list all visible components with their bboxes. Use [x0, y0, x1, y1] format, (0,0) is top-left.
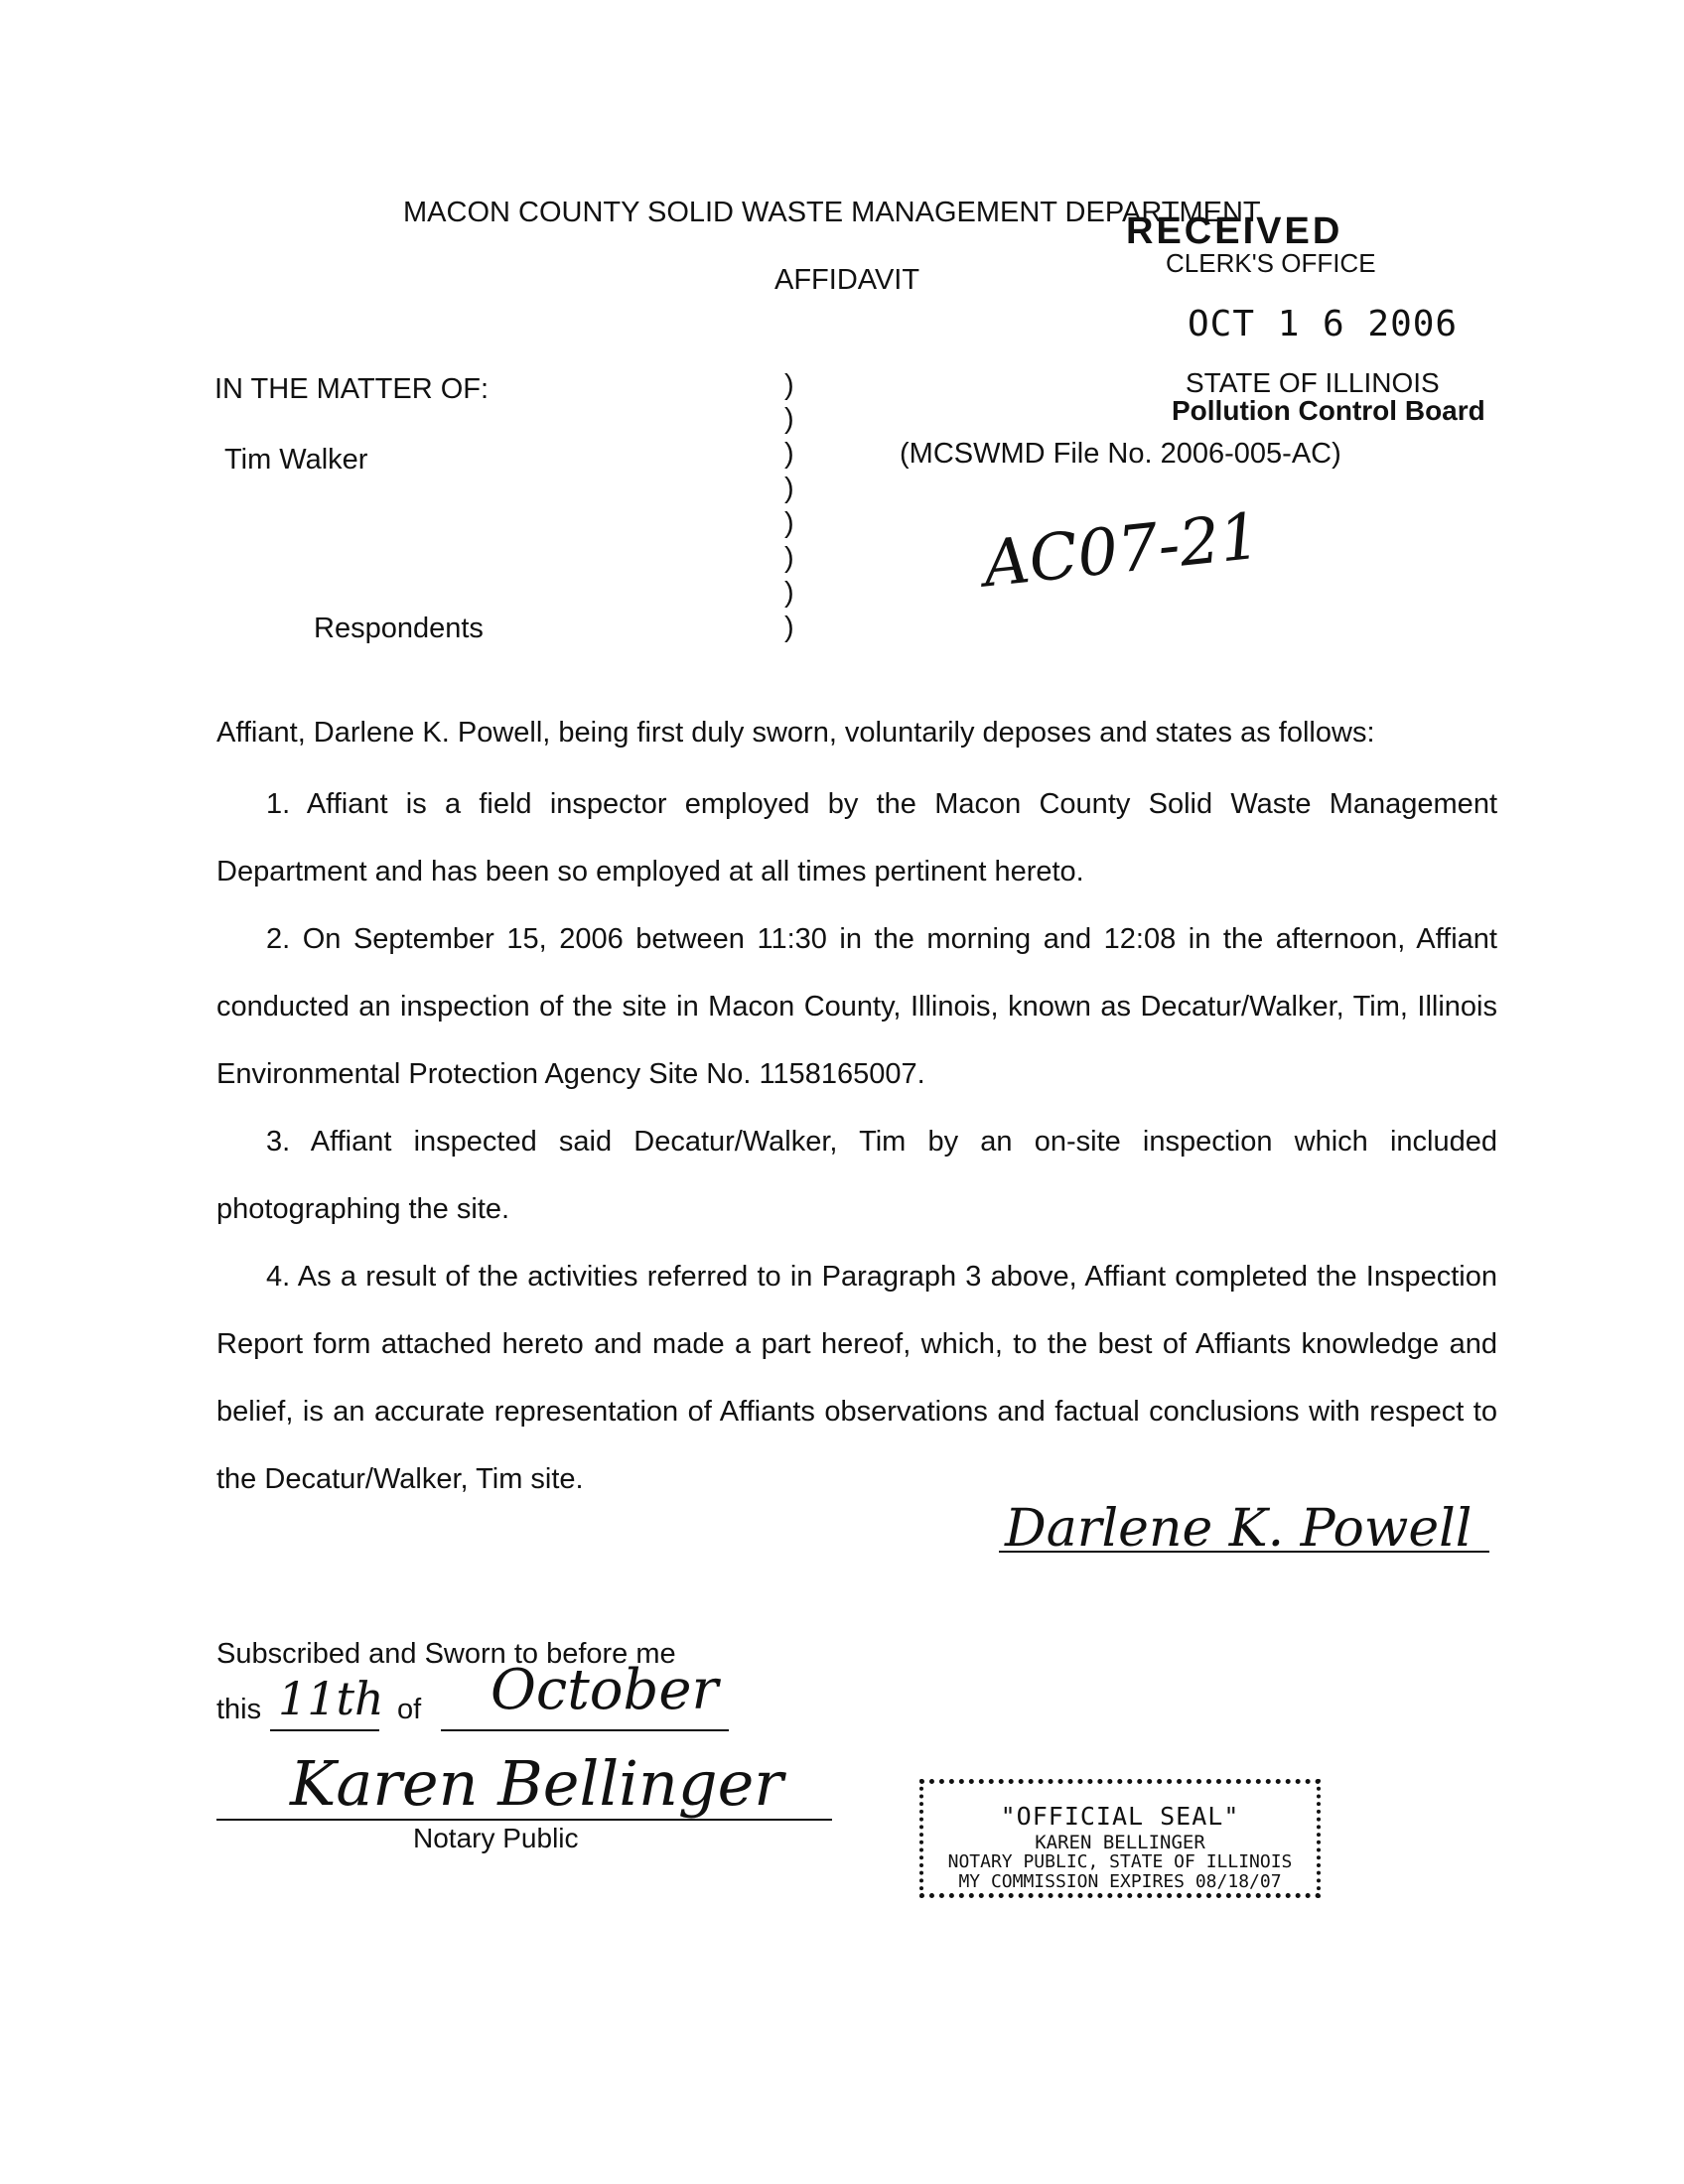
seal-name: KAREN BELLINGER — [1035, 1832, 1205, 1853]
handwritten-day: 11th — [278, 1672, 384, 1725]
subscribed-text: Subscribed and Sworn to before me — [216, 1638, 676, 1670]
department-title: MACON COUNTY SOLID WASTE MANAGEMENT DEPARTMENT — [403, 197, 1261, 228]
respondent-name: Tim Walker — [224, 444, 368, 476]
affiant-signature-line — [999, 1551, 1489, 1553]
paragraph-1: 1. Affiant is a field inspector employed by the Macon County Solid Waste Management Department and has been so employed at all times pertinent hereto. — [216, 788, 1497, 887]
intro-statement: Affiant, Darlene K. Powell, being first duly sworn, voluntarily deposes and states as follows: — [216, 717, 1375, 749]
seal-state: NOTARY PUBLIC, STATE OF ILLINOIS — [947, 1851, 1293, 1872]
stamp-office: CLERK'S OFFICE — [1166, 248, 1376, 278]
caption-paren: ) — [784, 577, 794, 609]
caption-paren: ) — [784, 369, 794, 401]
affiant-signature: Darlene K. Powell — [1005, 1499, 1473, 1559]
caption-paren: ) — [784, 473, 794, 504]
official-seal — [902, 1763, 1331, 1904]
document-type: AFFIDAVIT — [774, 264, 920, 296]
day-line — [270, 1729, 379, 1731]
paragraph-2: 2. On September 15, 2006 between 11:30 in the morning and 12:08 in the afternoon, Affiant conducted an inspection of the site in Macon County, Illinois, known as Decatur/Walker, Tim, Illinois Environmental Protection Agency Site No. 1158165007. — [216, 923, 1497, 1090]
handwritten-month: October — [491, 1658, 719, 1722]
notary-signature-line — [216, 1819, 832, 1821]
seal-title: "OFFICIAL SEAL" — [1000, 1802, 1240, 1831]
notary-signature: Karen Bellinger — [290, 1747, 783, 1820]
stamp-received: RECEIVED — [1126, 210, 1343, 252]
month-line — [441, 1729, 729, 1731]
stamp-state: STATE OF ILLINOIS — [1186, 367, 1440, 398]
this-label: this — [216, 1694, 262, 1725]
paragraph-3: 3. Affiant inspected said Decatur/Walker, Tim by an on-site inspection which included photographing the site. — [216, 1126, 1497, 1225]
file-number: (MCSWMD File No. 2006-005-AC) — [900, 438, 1341, 470]
notary-public-label: Notary Public — [413, 1823, 579, 1853]
matter-label: IN THE MATTER OF: — [214, 373, 490, 405]
paragraph-4: 4. As a result of the activities referred to in Paragraph 3 above, Affiant completed the Inspection Report form attached hereto and made a part hereof, which, to the best of Affiants knowledge and belief, is an accurate representation of Affiants observations and factual conclusions with respect to the Decatur/Walker, Tim site. — [216, 1261, 1497, 1495]
caption-paren: ) — [784, 438, 794, 470]
respondents-label: Respondents — [314, 613, 484, 644]
handwritten-docket-number: AC07-21 — [979, 499, 1264, 603]
stamp-date: OCT 1 6 2006 — [1188, 304, 1459, 344]
caption-paren: ) — [784, 542, 794, 574]
seal-border — [919, 1779, 1321, 1898]
of-label: of — [397, 1694, 422, 1725]
caption-paren: ) — [784, 507, 794, 539]
caption-paren: ) — [784, 612, 794, 643]
seal-expiration: MY COMMISSION EXPIRES 08/18/07 — [958, 1871, 1282, 1892]
caption-paren: ) — [784, 403, 794, 435]
stamp-board: Pollution Control Board — [1172, 395, 1485, 426]
